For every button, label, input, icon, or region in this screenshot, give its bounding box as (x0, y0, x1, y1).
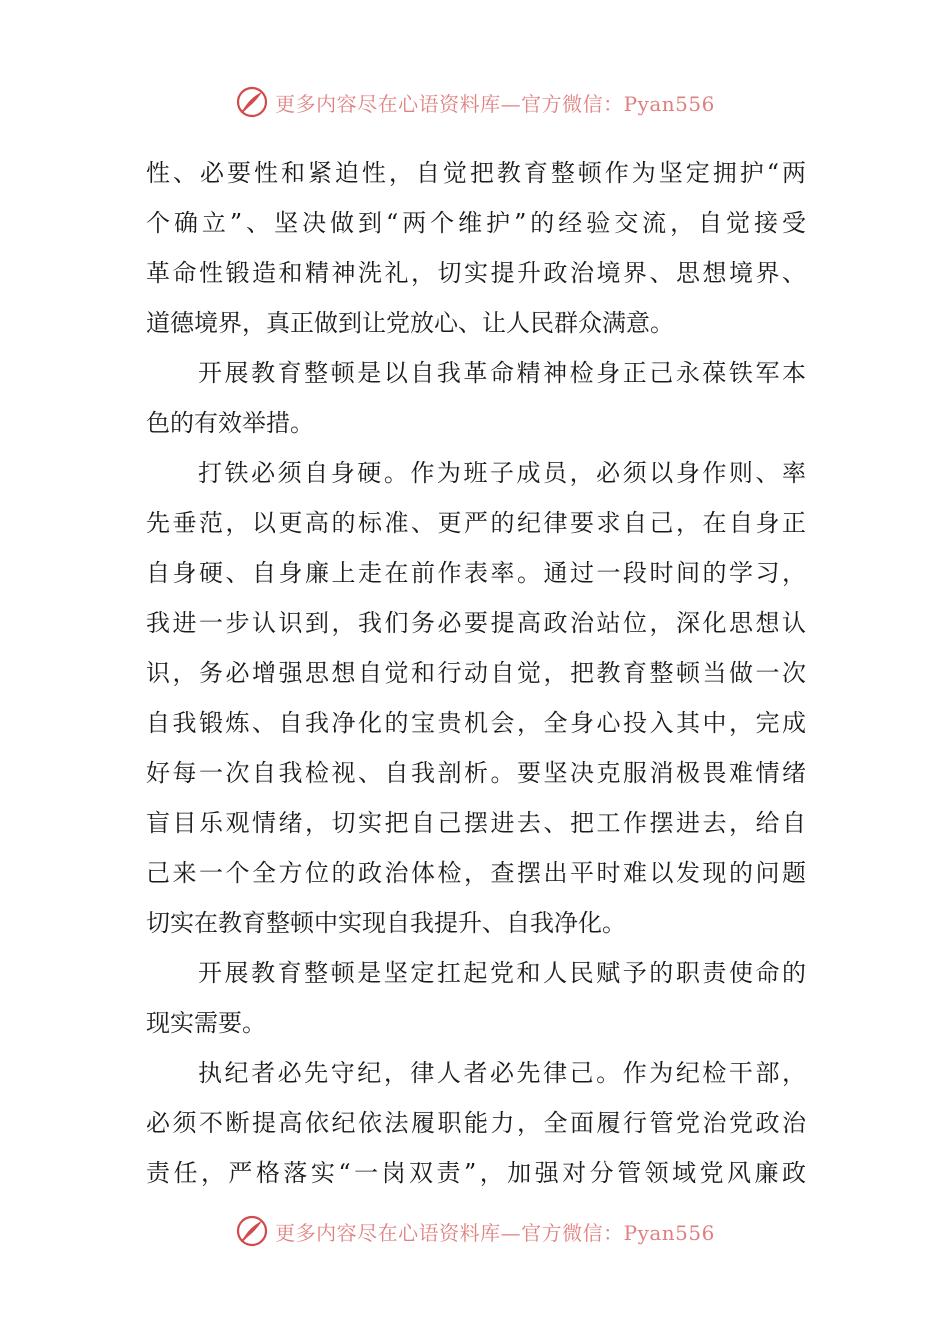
text-line: 道德境界，真正做到让党放心、让人民群众满意。 (146, 309, 674, 337)
text-line: 己来一个全方位的政治体检，查摆出平时难以发现的问题 (146, 859, 806, 887)
footer-watermark (0, 1211, 950, 1251)
header-watermark (0, 82, 950, 122)
text-line: 先垂范，以更高的标准、更严的纪律要求自己，在自身正 (146, 509, 806, 537)
text-line: 我进一步认识到，我们务必要提高政治站位，深化思想认 (146, 609, 806, 637)
footer-watermark-text: 更多内容尽在心语资料库—官方微信：Pyan556 (275, 1220, 715, 1245)
text-line: 识，务必增强思想自觉和行动自觉，把教育整顿当做一次 (146, 659, 806, 687)
section-heading-line: 现实需要。 (146, 1009, 266, 1037)
text-line: 好每一次自我检视、自我剖析。要坚决克服消极畏难情绪 (146, 759, 806, 787)
text-line: 性、必要性和紧迫性，自觉把教育整顿作为坚定拥护“两 (146, 159, 806, 187)
text-line: 切实在教育整顿中实现自我提升、自我净化。 (146, 909, 626, 937)
section-heading-line: 开展教育整顿是以自我革命精神检身正己永葆铁军本 (198, 359, 806, 387)
section-heading-line: 色的有效举措。 (146, 409, 314, 437)
text-line: 责任，严格落实“一岗双责”，加强对分管领域党风廉政 (146, 1159, 806, 1187)
header-watermark-text: 更多内容尽在心语资料库—官方微信：Pyan556 (275, 91, 715, 116)
text-line: 个确立”、坚决做到“两个维护”的经验交流，自觉接受 (146, 209, 806, 237)
section-heading-line: 开展教育整顿是坚定扛起党和人民赋予的职责使命的 (198, 959, 806, 987)
text-line: 自身硬、自身廉上走在前作表率。通过一段时间的学习， (146, 559, 806, 587)
document-body (146, 148, 806, 1198)
quill-logo-icon (235, 85, 269, 119)
text-line: 打铁必须自身硬。作为班子成员，必须以身作则、率 (198, 459, 806, 487)
text-line: 自我锻炼、自我净化的宝贵机会，全身心投入其中，完成 (146, 709, 806, 737)
text-line: 执纪者必先守纪，律人者必先律己。作为纪检干部， (198, 1059, 806, 1087)
text-line: 必须不断提高依纪依法履职能力，全面履行管党治党政治 (146, 1109, 806, 1137)
text-line: 革命性锻造和精神洗礼，切实提升政治境界、思想境界、 (146, 259, 806, 287)
quill-logo-icon (235, 1214, 269, 1248)
text-line: 盲目乐观情绪，切实把自己摆进去、把工作摆进去，给自 (146, 809, 806, 837)
